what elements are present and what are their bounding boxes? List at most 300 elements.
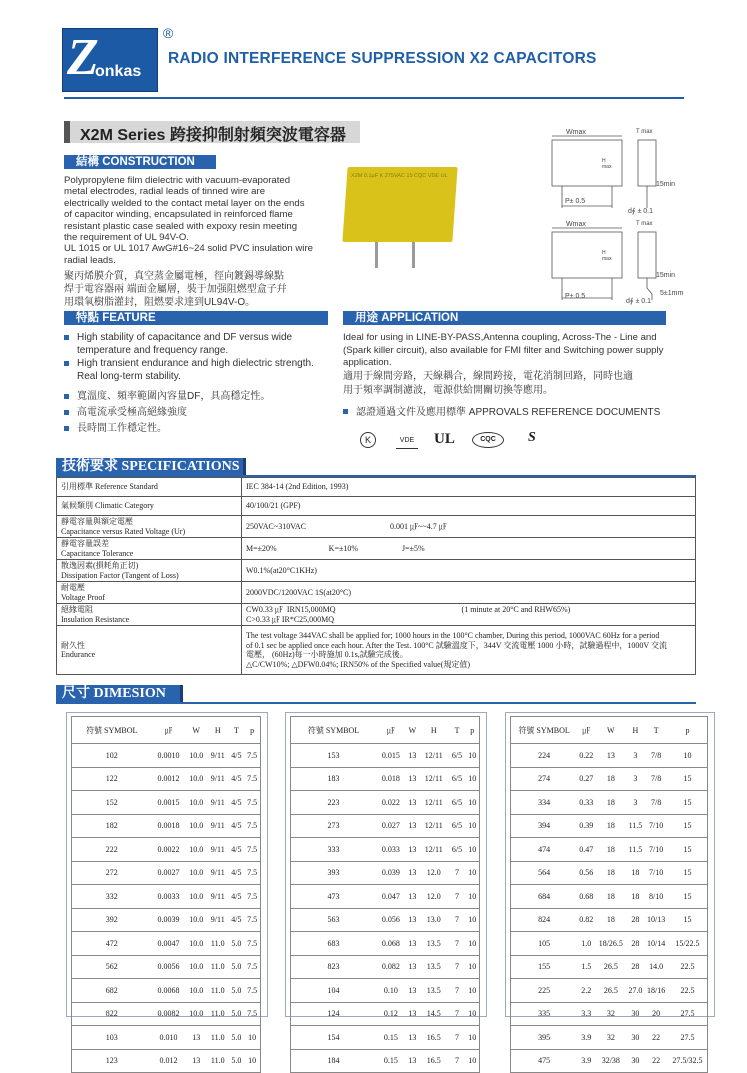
dimension-cell: 224 [511,744,578,768]
dimension-row [291,814,480,838]
dimension-cell: 13 [406,814,419,838]
construction-line: UL 1015 or UL 1017 AwG#16~24 solid PVC insulation wire [64,243,313,255]
dimension-header-cell: W [595,717,626,744]
dimension-cell: 0.056 [376,908,406,932]
dimension-cell: 0.082 [376,955,406,979]
dimension-header-cell: T [229,717,245,744]
dimension-cell: 0.15 [376,1026,406,1050]
dimension-cell: 11.0 [207,1049,229,1073]
construction-heading: 結構 CONSTRUCTION [64,155,216,169]
spec-row [57,516,696,538]
dimension-cell: 12.0 [419,861,449,885]
spec-value: 40/100/21 (GPF) [242,497,696,516]
spec-row [57,497,696,516]
dimension-cell: 334 [511,791,578,815]
dimension-cell: 28 [626,955,644,979]
application-line-zh: 適用于線間旁路，天線耦合，線間跨接，電花消制回路，同時也適 [343,370,633,382]
dimension-cell: 10.0 [185,932,207,956]
dimension-cell: 184 [291,1049,377,1073]
dimension-cell: 10 [244,1026,260,1050]
dimension-cell: 10 [465,814,479,838]
dimension-cell: 5.0 [229,979,245,1003]
dimension-cell: 13 [406,908,419,932]
dimension-cell: 15 [668,908,708,932]
dimension-cell: 7 [449,885,466,909]
dimension-cell: 10 [465,908,479,932]
spec-value: IEC 384-14 (2nd Edition, 1993) [242,478,696,497]
dimension-cell: 333 [291,838,377,862]
dimension-cell: 0.015 [376,744,406,768]
dimension-cell: 13 [406,979,419,1003]
dimension-header-cell: 符號 SYMBOL [291,717,377,744]
dimension-cell: 27.5 [668,1026,708,1050]
dimension-cell: 7.5 [244,791,260,815]
dimension-row [511,1049,708,1073]
dimension-cell: 10.0 [185,814,207,838]
dimension-cell: 7/10 [644,814,667,838]
application-text [343,332,688,419]
dimension-cell: 8/10 [644,885,667,909]
dimension-cell: 222 [72,838,152,862]
dimension-cell: 6/5 [449,838,466,862]
dimension-cell: 18 [595,908,626,932]
construction-text [64,175,334,309]
dimension-cell: 11.5 [626,814,644,838]
dimension-cell: 10.0 [185,744,207,768]
dimension-cell: 10 [465,791,479,815]
capacitor-lead-right [412,238,415,268]
dimension-cell: 30 [626,1026,644,1050]
construction-line: radial leads. [64,254,116,266]
dimension-row [511,767,708,791]
dimension-cell: 7 [449,979,466,1003]
dimension-cell: 12.0 [419,885,449,909]
dimension-cell: 9/11 [207,767,229,791]
dimension-cell: 13 [406,1049,419,1073]
dimension-row [291,955,480,979]
dimension-row [511,932,708,956]
application-heading: 用途 APPLICATION [343,311,666,325]
dimension-cell: 0.0047 [151,932,185,956]
dimension-cell: 13.0 [419,908,449,932]
dimension-cell: 15 [668,838,708,862]
feature-item-zh: 長時間工作穩定性。 [64,421,339,437]
label-tmax: T max [636,129,653,135]
dimension-cell: 3.9 [577,1049,595,1073]
dimension-cell: 26.5 [595,955,626,979]
dimension-cell: 0.0068 [151,979,185,1003]
dimension-cell: 0.12 [376,1002,406,1026]
dimension-cell: 0.047 [376,885,406,909]
dimension-row [72,979,261,1003]
dimension-cell: 15 [668,814,708,838]
dimension-cell: 3.3 [577,1002,595,1026]
dimension-cell: 3.9 [577,1026,595,1050]
dimension-cell: 4/5 [229,814,245,838]
dimension-cell: 182 [72,814,152,838]
dimension-cell: 13.5 [419,932,449,956]
spec-label: 氣候類別 Climatic Category [57,497,242,516]
dimension-cell: 183 [291,767,377,791]
dimension-cell: 10/14 [644,932,667,956]
dimension-cell: 474 [511,838,578,862]
dimension-cell: 10 [465,744,479,768]
feature-item-cont: temperature and frequency range. [77,345,229,356]
dimension-row [291,744,480,768]
dimension-cell: 152 [72,791,152,815]
dimension-header-row [511,717,708,744]
dimension-cell: 0.0027 [151,861,185,885]
dimension-row [72,861,261,885]
dimension-cell: 0.039 [376,861,406,885]
capacitor-photo [342,167,457,242]
dimension-cell: 0.018 [376,767,406,791]
dimension-row [72,908,261,932]
dimension-cell: 102 [72,744,152,768]
dimension-cell: 32 [595,1026,626,1050]
dimension-cell: 18 [595,767,626,791]
label-hmax-2: H max [602,250,612,262]
dimension-cell: 10 [465,861,479,885]
dimension-cell: 13 [406,932,419,956]
dimension-cell: 0.033 [376,838,406,862]
dimension-cell: 13 [185,1049,207,1073]
dimension-cell: 12/11 [419,838,449,862]
dimension-header-cell: p [465,717,479,744]
dimension-cell: 10 [465,767,479,791]
application-line: (Spark killer circuit), also available for FMI filter and Switching power supply [343,344,664,356]
dimension-cell: 13 [406,838,419,862]
dimension-cell: 10.0 [185,767,207,791]
label-tmax-2: T max [636,221,653,227]
dimension-cell: 7 [449,932,466,956]
dimension-cell: 1.0 [577,932,595,956]
dimension-row [291,979,480,1003]
feature-list [64,331,339,437]
dimension-cell: 10 [465,979,479,1003]
dimension-row [511,861,708,885]
dimension-row [291,908,480,932]
dimension-row [511,955,708,979]
dimension-cell: 10.0 [185,1002,207,1026]
dimension-row [72,885,261,909]
label-wmax: Wmax [566,129,586,136]
dimension-row [511,791,708,815]
dimension-cell: 18 [626,885,644,909]
dimension-cell: 7 [449,861,466,885]
dimension-header-cell: W [185,717,207,744]
approvals-line: 認證通過文件及應用標準 APPROVALS REFERENCE DOCUMENTS [343,406,688,419]
dimension-row [291,791,480,815]
dimension-cell: 14.5 [419,1002,449,1026]
spec-value: W0.1%(at20°C1KHz) [242,560,696,582]
dimension-cell: 10 [465,1026,479,1050]
dimension-cell: 28 [626,932,644,956]
dimension-cell: 28 [626,908,644,932]
dimension-cell: 6/5 [449,791,466,815]
dimension-cell: 7/8 [644,744,667,768]
dimension-header-cell: T [449,717,466,744]
dimension-cell: 684 [511,885,578,909]
dimension-cell: 27.5 [668,1002,708,1026]
dimension-cell: 124 [291,1002,377,1026]
label-wmax-2: Wmax [566,221,586,228]
dimension-header-cell: p [668,717,708,744]
dimension-cell: 10 [465,932,479,956]
dimension-cell: 274 [511,767,578,791]
dimension-cell: 13.5 [419,955,449,979]
dimension-cell: 10 [465,1049,479,1073]
spec-label: 散逸因素(損耗角正切) Dissipation Factor (Tangent of Loss) [57,560,242,582]
dimension-cell: 394 [511,814,578,838]
dimension-cell: 10.0 [185,838,207,862]
dimension-cell: 11.0 [207,1002,229,1026]
dimension-cell: 22.5 [668,955,708,979]
construction-line: electrically welded to the contact metal layer on the ends [64,197,305,209]
label-pitch: P± 0.5 [565,198,586,205]
dimension-cell: 5.0 [229,1049,245,1073]
dimension-cell: 7.5 [244,908,260,932]
spec-label: 靜電容量與額定電壓 Capacitance versus Rated Voltage (Ur) [57,516,242,538]
dimension-cell: 12/11 [419,744,449,768]
dimension-cell: 564 [511,861,578,885]
dimension-cell: 155 [511,955,578,979]
dimension-cell: 30 [626,1049,644,1073]
dimension-cell: 18 [626,861,644,885]
spec-row [57,538,696,560]
dimension-cell: 0.27 [577,767,595,791]
spec-label: 耐久性 Endurance [57,626,242,675]
ul-mark-icon: UL [434,431,455,447]
dimension-cell: 105 [511,932,578,956]
dimension-cell: 0.56 [577,861,595,885]
dimension-cell: 123 [72,1049,152,1073]
dimension-cell: 15 [668,767,708,791]
dimension-cell: 4/5 [229,861,245,885]
construction-line: Polypropylene film dielectric with vacuum-evaporated [64,175,291,186]
dimension-row [291,767,480,791]
dimension-row [511,744,708,768]
dimension-cell: 0.012 [151,1049,185,1073]
dimension-cell: 22.5 [668,979,708,1003]
dimension-cell: 0.15 [376,1049,406,1073]
dimension-cell: 7.5 [244,814,260,838]
construction-line-zh: 焊于電容器兩 端面金屬層，裝于加强阻燃型盒子幷 [64,284,287,296]
dimension-table-1 [71,716,261,1073]
s-mark-icon: S [528,430,536,445]
dimension-cell: 10.0 [185,861,207,885]
dimension-cell: 11.0 [207,932,229,956]
dimension-cell: 7 [449,1002,466,1026]
dimension-cell: 13 [406,791,419,815]
dimension-cell: 7/10 [644,861,667,885]
dimension-cell: 5.0 [229,1026,245,1050]
dimension-cell: 18 [595,791,626,815]
dimension-cell: 122 [72,767,152,791]
dimension-cell: 0.0022 [151,838,185,862]
dimension-cell: 18 [595,861,626,885]
dimension-cell: 10.0 [185,955,207,979]
dimension-cell: 824 [511,908,578,932]
dimension-cell: 682 [72,979,152,1003]
label-lead-diameter: d∮ ± 0.1 [628,208,654,215]
dimension-cell: 15 [668,791,708,815]
dimension-cell: 0.82 [577,908,595,932]
dimension-header-row [291,717,480,744]
dimension-cell: 0.0056 [151,955,185,979]
dimension-cell: 335 [511,1002,578,1026]
dimension-cell: 16.5 [419,1049,449,1073]
spec-label: 靜電容量誤差 Capacitance Tolerance [57,538,242,560]
cqc-mark-icon: CQC [472,432,504,448]
dimension-header-cell: H [207,717,229,744]
logo-text: onkas [95,63,142,80]
dimension-cell: 32/38 [595,1049,626,1073]
dimension-cell: 0.10 [376,979,406,1003]
dimension-cell: 10 [465,885,479,909]
feature-item-zh: 高電流承受極高絕緣強度 [64,405,339,421]
dimension-header-cell: p [244,717,260,744]
dimension-cell: 3 [626,791,644,815]
dimension-cell: 9/11 [207,814,229,838]
dimension-cell: 154 [291,1026,377,1050]
dimension-cell: 14.0 [644,955,667,979]
dimension-cell: 13.5 [419,979,449,1003]
dimension-cell: 18/16 [644,979,667,1003]
dimension-cell: 5.0 [229,955,245,979]
dimension-cell: 5.0 [229,1002,245,1026]
capacitor-lead-left [375,238,378,268]
dimension-cell: 4/5 [229,908,245,932]
dimension-cell: 0.068 [376,932,406,956]
dimension-cell: 332 [72,885,152,909]
dimension-cell: 273 [291,814,377,838]
dimension-cell: 0.33 [577,791,595,815]
spec-label: 引用標準 Reference Standard [57,478,242,497]
dimension-cell: 30 [626,1002,644,1026]
dimension-cell: 22 [644,1049,667,1073]
dimension-cell: 7.5 [244,932,260,956]
spec-label: 絕緣電阻 Insulation Resistance [57,604,242,626]
spec-label: 耐電壓 Voltage Proof [57,582,242,604]
dimension-cell: 473 [291,885,377,909]
dimension-cell: 0.010 [151,1026,185,1050]
dimension-row [291,861,480,885]
registered-mark: ® [163,25,174,41]
specifications-table [56,477,696,675]
dimension-cell: 15/22.5 [668,932,708,956]
construction-line: resistant plastic case sealed with expoxy resin meeting [64,220,298,232]
dimension-row [72,814,261,838]
series-title-bar [64,121,360,143]
dimension-cell: 4/5 [229,885,245,909]
dimension-cell: 4/5 [229,791,245,815]
dimension-cell: 0.0015 [151,791,185,815]
dimension-cell: 27.5/32.5 [668,1049,708,1073]
dimension-cell: 10 [465,955,479,979]
dimension-cell: 11.0 [207,1026,229,1050]
dimension-cell: 10 [465,838,479,862]
dimension-cell: 7 [449,955,466,979]
dimension-cell: 0.0010 [151,744,185,768]
dimension-cell: 26.5 [595,979,626,1003]
dimension-cell: 4/5 [229,767,245,791]
dimension-cell: 0.0012 [151,767,185,791]
dimension-cell: 7.5 [244,744,260,768]
dimension-row [511,908,708,932]
application-line: application. [343,357,392,368]
dimension-cell: 0.0018 [151,814,185,838]
dimension-cell: 103 [72,1026,152,1050]
dimension-row [511,838,708,862]
dimension-row [72,767,261,791]
dimension-cell: 683 [291,932,377,956]
dimension-row [72,744,261,768]
dimension-header-cell: ㎌ [577,717,595,744]
dimension-cell: 5.0 [229,932,245,956]
dimension-cell: 12/11 [419,791,449,815]
dimension-cell: 6/5 [449,744,466,768]
dimension-cell: 13 [406,1026,419,1050]
dimension-cell: 7.5 [244,838,260,862]
dimension-cell: 9/11 [207,861,229,885]
dimension-header-cell: 符號 SYMBOL [511,717,578,744]
dimension-cell: 0.22 [577,744,595,768]
label-lead-length-2: 15min [656,272,676,279]
dimension-cell: 10.0 [185,791,207,815]
construction-line-zh: 用環氧樹脂灌封，阻燃要求達到UL94V-O。 [64,297,256,309]
k-mark-icon: K [360,432,376,448]
spec-value: The test voltage 344VAC shall be applied for; 1000 hours in the 100°C chamber, During this period, 1000VAC 60Hz for a period of 0.1 sec be applied once each hour. After the Test. 100°C 試驗溫度下，344V 交流電壓 1000 小時，試驗過程中，1000V 交流 電壓， (60Hz)每一小時施加 0.1s,試驗完成後。 △C/CW10%; △DFW0.04%; IRN50% of the Specified value(規定值) [242,626,696,675]
dimension-divider [56,702,696,704]
dimension-row [291,932,480,956]
spec-row [57,626,696,675]
dimension-heading: 尺寸 DIMESION [56,685,183,703]
dimension-cell: 7/10 [644,838,667,862]
header-divider [64,97,684,99]
feature-heading: 特點 FEATURE [64,311,328,325]
dimension-cell: 393 [291,861,377,885]
dimension-row [72,955,261,979]
spec-row [57,560,696,582]
dimension-row [291,838,480,862]
dimension-cell: 7.5 [244,767,260,791]
dimension-header-cell: T [644,717,667,744]
vde-mark-icon: VDE [396,430,418,449]
dimension-cell: 22 [644,1026,667,1050]
dimension-cell: 0.0082 [151,1002,185,1026]
dimension-header-cell: ㎌ [151,717,185,744]
body-side-outline [638,140,656,186]
dimension-cell: 563 [291,908,377,932]
application-line: Ideal for using in LINE-BY-PASS,Antenna coupling, Across-The - Line and [343,332,657,343]
dimension-row [511,979,708,1003]
dimension-row [72,791,261,815]
body-side-outline [638,232,656,278]
construction-line: metal electrodes, radial leads of tinned wire are [64,186,266,198]
dimension-table-2 [290,716,480,1073]
label-lead-length: 15min [656,181,676,188]
dimension-row [291,1026,480,1050]
dimension-cell: 7/8 [644,791,667,815]
dimension-cell: 1.5 [577,955,595,979]
dimension-cell: 223 [291,791,377,815]
dimension-cell: 0.39 [577,814,595,838]
dimension-cell: 12/11 [419,814,449,838]
dimension-row [511,1026,708,1050]
dimension-cell: 10 [244,1049,260,1073]
dimension-cell: 7 [449,1049,466,1073]
